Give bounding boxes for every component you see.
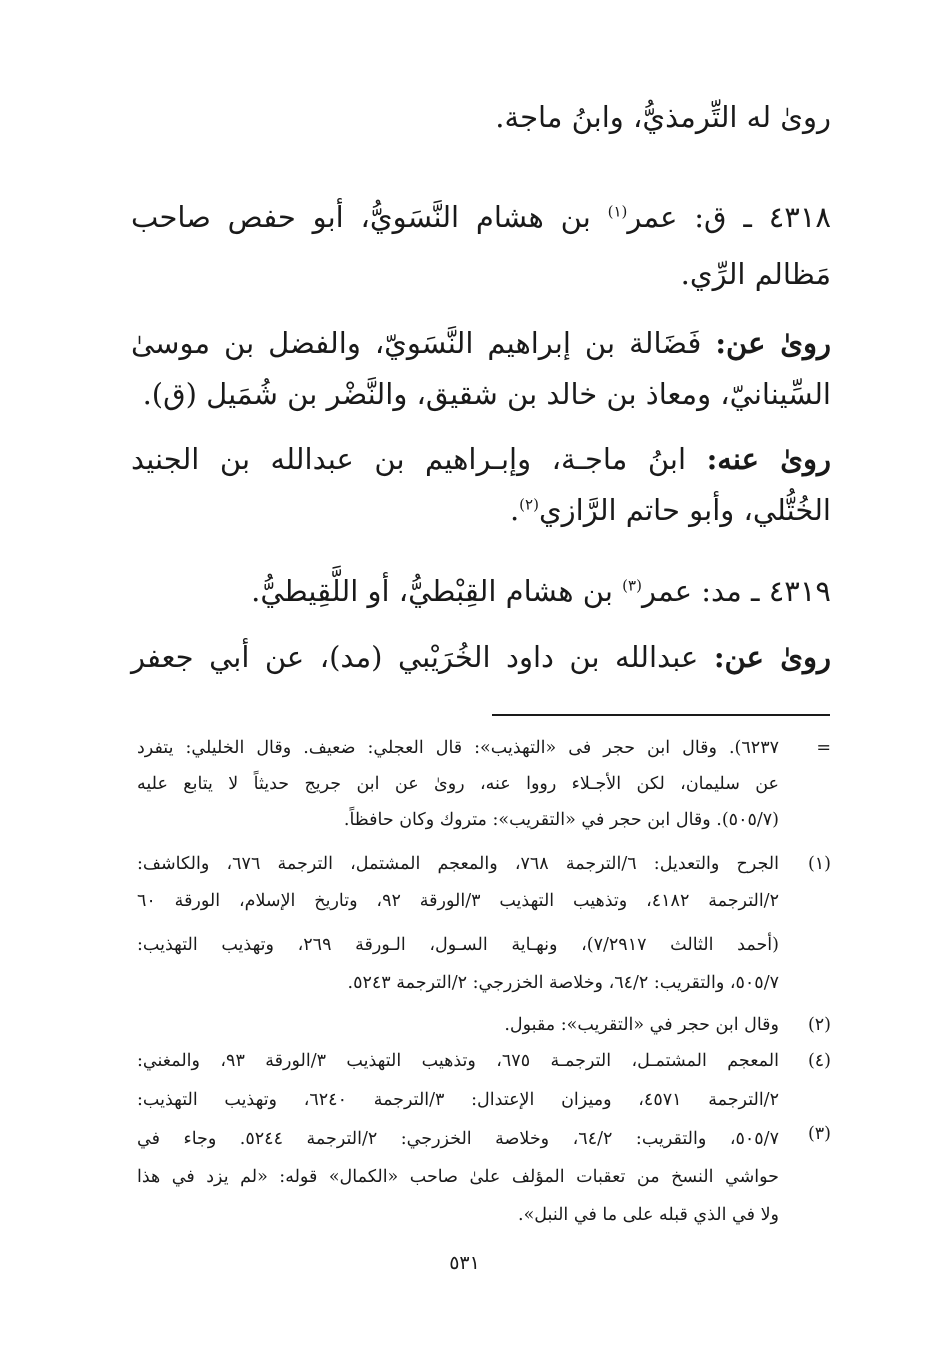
footnote-ref-1: (١): [607, 202, 628, 221]
rawa-an-2-line-1: [131, 640, 831, 674]
rawa-an-text: فَضَالة بن إبراهيم النَّسَويّ، والفضل بن موسىٰ: [131, 326, 716, 360]
footnote-2-line: وقال ابن حجر في «التقريب»: مقبول.: [504, 1015, 779, 1035]
footnote-3-line: حواشي النسخ من تعقبات المؤلف علىٰ صاحب «الكمال» قوله: «لم يزد في هذا: [137, 1167, 779, 1187]
entry-4319-part-b: بن هشام القِبْطيُّ، أو اللَّقِيطيُّ.: [251, 574, 623, 608]
footnote-1-number: (١): [807, 854, 831, 874]
footnote-separator: [492, 714, 830, 716]
footnote-continuation-line: عن سليمان، لكن الأجـلاء رووا عنه، روىٰ عن ابن جريج حديثاً لا يتابع عليه: [137, 774, 779, 794]
rawa-anhu-line-2: [131, 493, 831, 527]
footnote-continuation-line: (٥٠٥/٧). وقال ابن حجر في «التقريب»: متروك وكان حافظاً.: [343, 810, 779, 830]
rawa-an-line-1: [131, 326, 831, 360]
entry-4319-heading: [251, 574, 831, 608]
rawa-anhu-line-1: [131, 442, 831, 476]
footnote-4-line: المعجم المشتمـل، الترجمـة ٦٧٥، وتذهيب التهذيب ٣/الورقة ٩٣، والمغني:: [137, 1051, 779, 1071]
entry-4318-part-b: بن هشام النَّسَويُّ، أبو حفص صاحب: [131, 200, 608, 234]
footnote-1-line: ٢/الترجمة ٤١٨٢، وتذهيب التهذيب ٣/الورقة ٩٢، وتاريخ الإسلام، الورقة ٦٠: [137, 891, 779, 911]
footnote-1-line: الجرح والتعديل: ٦/الترجمة ٧٦٨، والمعجم المشتمل، الترجمة ٦٧٦، والكاشف:: [137, 854, 779, 874]
rawa-anhu-line-2-end: .: [509, 493, 520, 527]
entry-4318-line-2: مَظالم الرِّي.: [680, 257, 831, 291]
footnote-3-line: ولا في الذي قبله على ما في النبل».: [518, 1205, 779, 1225]
footnote-1-line: ٥٠٥/٧، والتقريب: ٦٤/٢، وخلاصة الخزرجي: ٢/الترجمة ٥٢٤٣.: [347, 973, 779, 993]
footnote-1-line: (أحمد الثالث ٧/٢٩١٧)، ونهـاية السـول، الـورقة ٢٦٩، وتهذيب التهذيب:: [137, 935, 779, 955]
rawa-anhu-text: ابنُ ماجـة، وإبـراهيم بن عبدالله بن الجنيد: [131, 442, 707, 476]
rawa-an-lead: روىٰ عن:: [715, 326, 831, 360]
main-line-1: روىٰ له التِّرمذيُّ، وابنُ ماجة.: [495, 100, 831, 134]
entry-4318-heading: [131, 200, 831, 234]
rawa-anhu-lead: روىٰ عنه:: [706, 442, 831, 476]
rawa-an-line-2: السِّينانيّ، ومعاذ بن خالد بن شقيق، والنَّضْر بن شُمَيل (ق).: [142, 377, 831, 411]
footnote-2-number: (٢): [807, 1015, 831, 1035]
footnote-4-number: (٤): [807, 1051, 831, 1071]
rawa-an-2-lead: روىٰ عن:: [713, 640, 831, 674]
footnote-4-line: ٢/الترجمة ٤٥٧١، وميزان الإعتدال: ٣/الترجمة ٦٢٤٠، وتهذيب التهذيب:: [137, 1090, 779, 1110]
footnote-3-line: ٥٠٥/٧، والتقريب: ٦٤/٢، وخلاصة الخزرجي: ٢/الترجمة ٥٢٤٤. وجاء في: [137, 1129, 779, 1149]
footnote-continuation-marker: =: [816, 738, 831, 758]
footnote-ref-2: (٢): [519, 495, 539, 514]
rawa-anhu-line-2-text: الخُتُّلي، وأبو حاتم الرَّازي: [538, 493, 831, 527]
footnote-3-number: (٣): [807, 1124, 831, 1144]
footnote-ref-3: (٣): [622, 576, 642, 595]
entry-4318-part-a: ٤٣١٨ ـ ق: عمر: [627, 200, 831, 234]
entry-4319-part-a: ٤٣١٩ ـ مد: عمر: [641, 574, 831, 608]
rawa-an-2-text: عبدالله بن داود الخُرَيْبي (مد)، عن أبي جعفر: [131, 640, 714, 674]
footnote-continuation-line: ٦٢٣٧). وقال ابن حجر فى «التهذيب»: قال العجلي: ضعيف. وقال الخليلي: يتفرد: [137, 738, 779, 758]
page-number: ٥٣١: [449, 1252, 480, 1274]
